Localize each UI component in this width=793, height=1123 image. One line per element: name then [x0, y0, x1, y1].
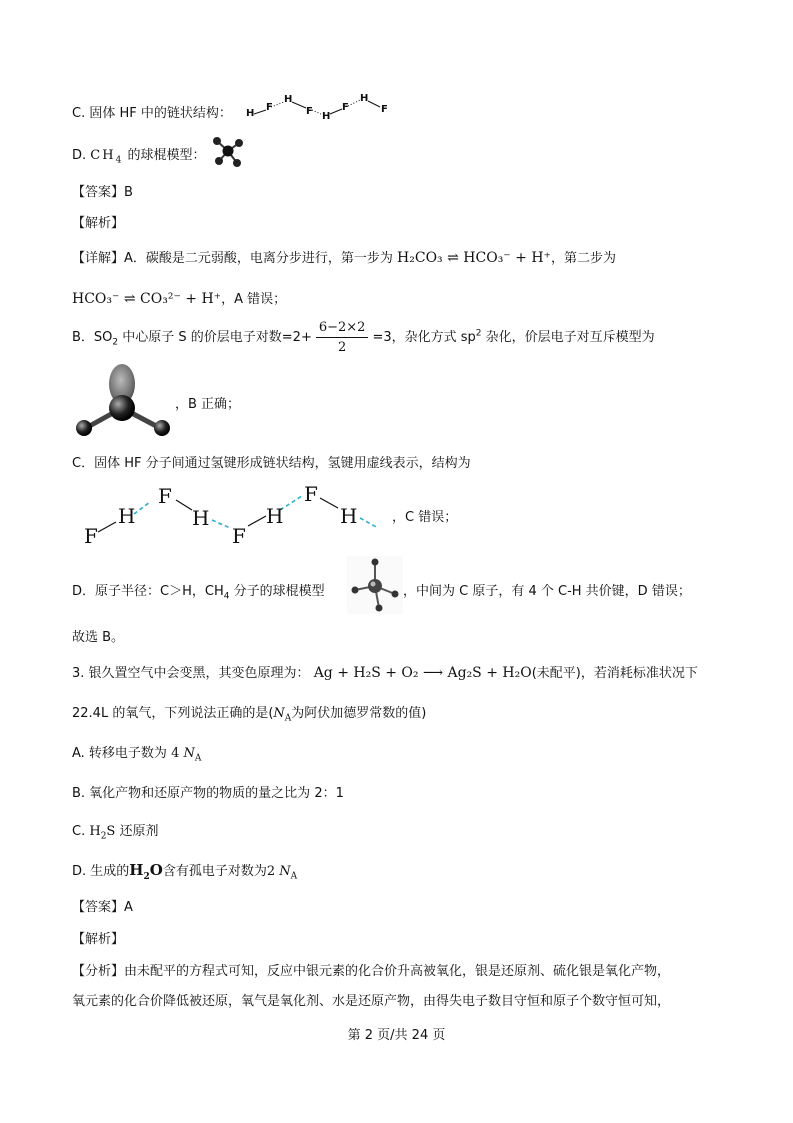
hf-atom-h: H	[322, 111, 331, 122]
q3-text: 3. 银久置空气中会变黑，其变色原理为：	[72, 666, 310, 681]
fenxi-line-1: 【分析】由未配平的方程式可知，反应中银元素的化合价升高被氧化，银是还原剂、硫化银是氧化产物，	[72, 964, 671, 979]
b-text-3: 杂化，价层电子对互斥模型为	[481, 330, 655, 345]
ch4-ball-stick-large	[347, 556, 403, 618]
b-text: 中心原子 S 的价层电子对数=2+	[118, 330, 312, 345]
b-text-2: =3，杂化方式 sp	[372, 330, 476, 345]
h2s-s: S	[106, 824, 116, 839]
q3-line-2	[72, 702, 426, 724]
hf-atom-f: F	[232, 524, 246, 548]
option-d-na-sub: A	[290, 871, 298, 882]
option-d	[72, 860, 297, 882]
hf-chain-large	[80, 480, 390, 548]
hf-atom-f: F	[306, 106, 313, 117]
answer-label-1: 【答案】B	[72, 185, 133, 200]
fraction-denominator: 2	[338, 340, 347, 355]
ch4-model-large-icon	[347, 556, 403, 614]
detail-a-text-2: ，第二步为	[550, 251, 616, 266]
hf-atom-h: H	[246, 108, 255, 119]
option-a	[72, 742, 201, 764]
hf-atom-h: H	[118, 504, 136, 528]
reaction-equation: Ag + H₂S + O₂ ⟶ Ag₂S + H₂O	[313, 665, 532, 681]
valence-fraction	[316, 320, 369, 355]
option-a-na-sub: A	[194, 753, 202, 764]
option-d-na: N	[279, 864, 291, 879]
detail-d-line	[72, 580, 325, 602]
hf-atom-f: F	[304, 482, 318, 506]
q3-line-1	[72, 662, 698, 681]
hf-atom-f: F	[342, 102, 349, 113]
hf-atom-f: F	[84, 524, 98, 548]
hf-atom-f: F	[266, 102, 273, 113]
d-text-2: 分子的球棍模型	[229, 584, 325, 599]
b-so2: B．SO	[72, 330, 113, 345]
option-c	[72, 820, 158, 842]
fenxi-line-2: 氧元素的化合价降低被还原，氧气是氧化剂、水是还原产物，由得失电子数目守恒和原子个数守恒可知，	[72, 994, 671, 1009]
option-a-text: A. 转移电子数为	[72, 746, 167, 761]
h2o-sub: 2	[143, 872, 150, 882]
detail-a-text: 【详解】A．碳酸是二元弱酸，电离分步进行，第一步为	[72, 251, 393, 266]
ch4-model-icon	[211, 134, 245, 168]
detail-a-text-3: ，A 错误；	[221, 292, 287, 307]
ch4-ball-stick-small	[211, 134, 245, 172]
h2o-h: H	[129, 861, 144, 879]
option-a-num: 4	[171, 746, 180, 761]
detail-a-line-2	[72, 288, 286, 307]
option-d-line	[72, 144, 205, 166]
answer-label-2: 【答案】A	[72, 900, 133, 915]
page-footer: 第 2 页/共 24 页	[347, 1028, 446, 1043]
analysis-label-2: 【解析】	[72, 932, 125, 947]
na-symbol: N	[273, 706, 285, 721]
option-d-label: D.	[72, 148, 91, 163]
hf-atom-h: H	[340, 504, 358, 528]
h2co3-equation: H₂CO₃ ⇌ HCO₃⁻ + H⁺	[397, 250, 551, 266]
q3-text-2: (未配平)，若消耗标准状况下	[531, 666, 698, 681]
option-c-line	[72, 102, 232, 121]
na-sub: A	[284, 713, 292, 724]
hf-atom-h: H	[360, 93, 369, 104]
b-sp-sup: 2	[475, 328, 482, 339]
d-text: D．原子半径：C＞H，CH	[72, 584, 224, 599]
option-d-text-2: 含有孤电子对数为	[162, 864, 267, 879]
so2-model-icon	[74, 362, 174, 440]
hf-atom-h: H	[266, 504, 284, 528]
ch4-text: CH	[90, 148, 116, 163]
option-c-text: 还原剂	[115, 824, 159, 839]
choose-line: 故选 B。	[72, 630, 125, 645]
so2-vsepr-model	[74, 362, 174, 444]
hf-atom-f: F	[381, 104, 388, 115]
hf-atom-f: F	[158, 484, 172, 508]
option-d-label-2: D. 生成的	[72, 864, 130, 879]
h2s-sub: 2	[100, 831, 107, 842]
d-ch4-sub: 4	[223, 591, 230, 602]
d-text-3: ，中间为 C 原子，有 4 个 C-H 共价键，D 错误；	[403, 584, 691, 599]
detail-b-line	[72, 320, 655, 355]
detail-a-line	[72, 247, 616, 266]
detail-c-line: C．固体 HF 分子间通过氢键形成链状结构，氢键用虚线表示，结构为	[72, 456, 471, 471]
option-c-text: C. 固体 HF 中的链状结构：	[72, 106, 232, 121]
option-d-text: 的球棍模型：	[123, 148, 206, 163]
h2o-o: O	[149, 861, 163, 879]
h2o-formula	[129, 861, 163, 882]
h2s-h: H	[89, 824, 101, 839]
option-d-num: 2	[266, 864, 276, 879]
q3-text-3: 22.4L 的氧气，下列说法正确的是(	[72, 706, 274, 721]
option-a-na: N	[183, 746, 195, 761]
fraction-numerator: 6−2×2	[316, 320, 369, 338]
q3-text-4: 为阿伏加德罗常数的值)	[291, 706, 427, 721]
option-c-label: C.	[72, 824, 90, 839]
ch4-sub: 4	[115, 155, 124, 166]
b-so2-sub: 2	[112, 337, 119, 348]
b-tail: ，B 正确；	[175, 397, 241, 412]
option-b: B. 氧化产物和还原产物的物质的量之比为 2：1	[72, 786, 344, 801]
c-tail: ，C 错误；	[392, 510, 458, 525]
hf-chain-small	[244, 92, 394, 124]
hco3-equation: HCO₃⁻ ⇌ CO₃²⁻ + H⁺	[72, 291, 222, 307]
hf-atom-h: H	[284, 94, 293, 105]
hf-atom-h: H	[192, 506, 210, 530]
ch4-formula	[90, 148, 124, 166]
analysis-label-1: 【解析】	[72, 216, 125, 231]
